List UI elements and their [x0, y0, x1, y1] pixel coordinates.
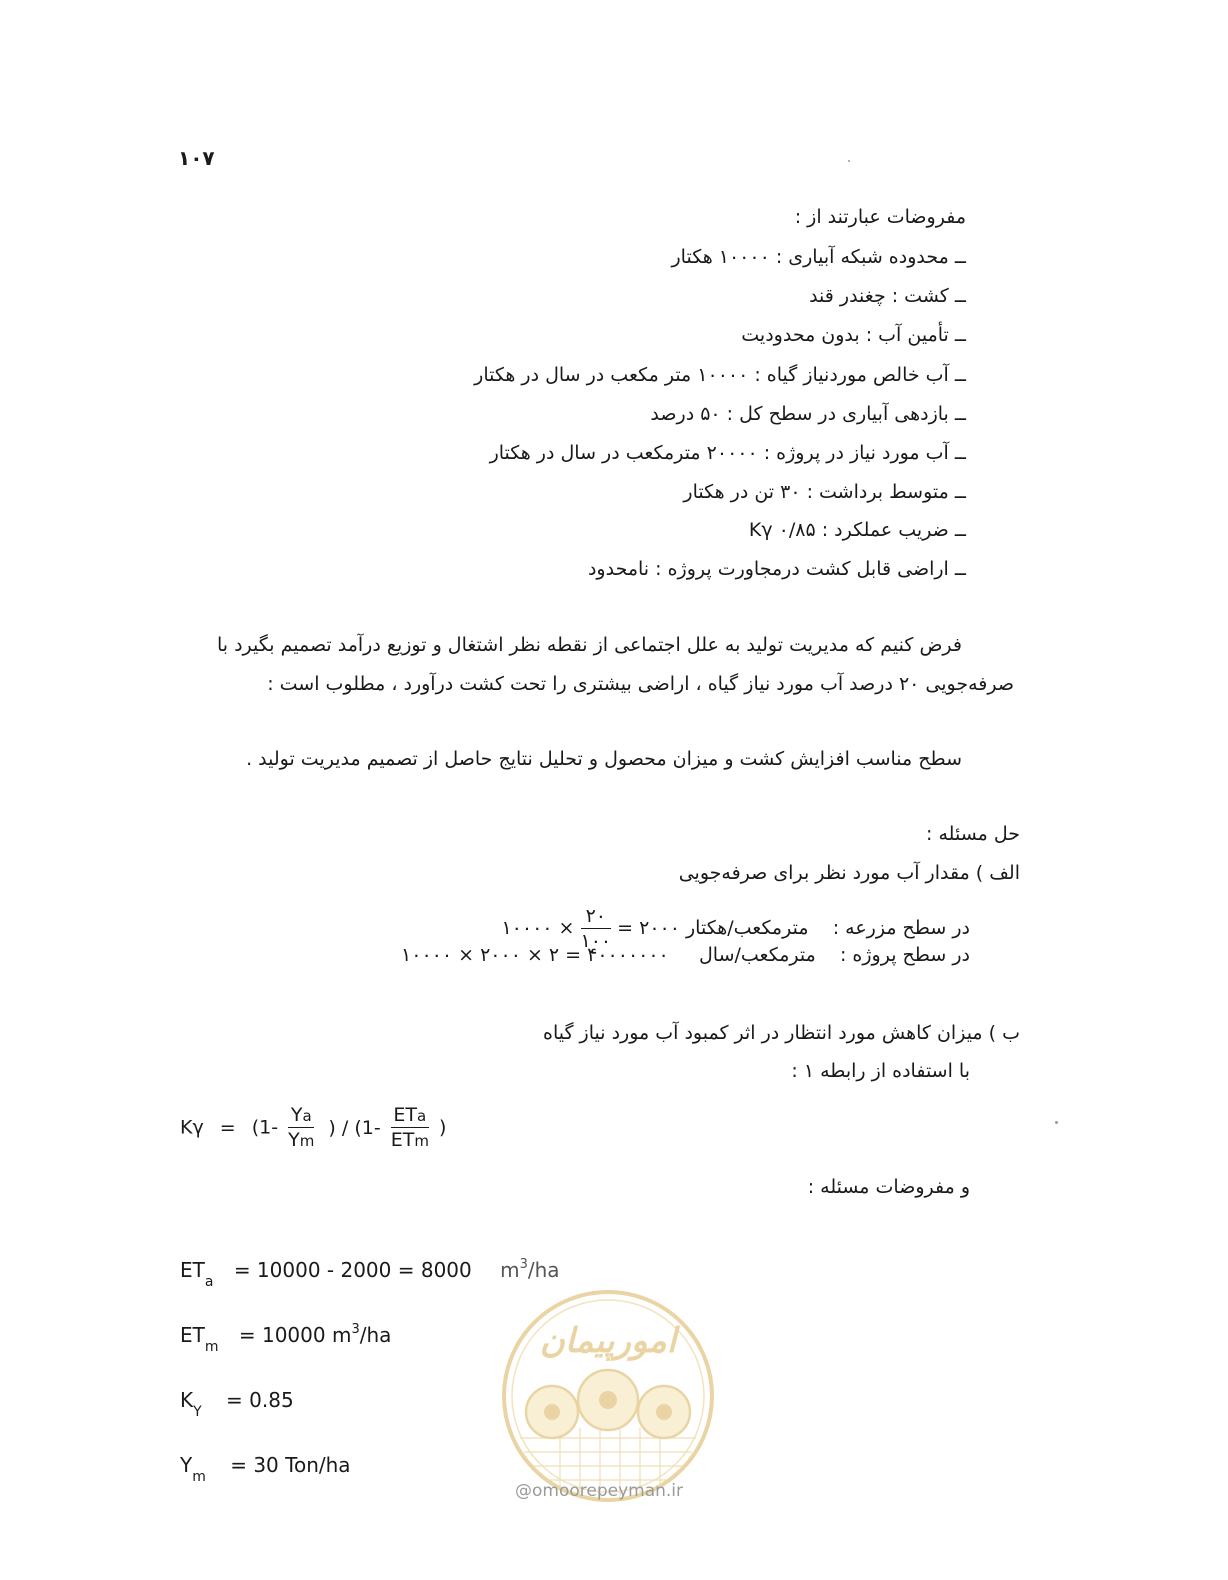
ky-formula	[180, 1104, 446, 1151]
speck	[1055, 1121, 1058, 1124]
eq-ky: $K_Y = 0.85$	[180, 1388, 294, 1420]
watermark-logo-icon	[500, 1288, 716, 1504]
assumption-line-1: فرض کنیم که مدیریت تولید به علل اجتماعی از نقطه نظر اشتغال و توزیع درآمد تصمیم بگیرد با	[216, 634, 962, 656]
solution-title: حل مسئله :	[926, 823, 1020, 845]
project-expression: ۴۰۰۰۰۰۰۰ = ۲ × ۲۰۰۰ × ۱۰۰۰۰	[401, 944, 669, 966]
watermark-site: @omoorepeyman.ir	[515, 1481, 684, 1501]
watermark-text: امورپیمان	[539, 1321, 677, 1361]
part-a-title: الف ) مقدار آب مورد نظر برای صرفه‌جویی	[678, 862, 1020, 884]
given-item: ــ کشت : چغندر قند	[809, 285, 966, 307]
farm-times: × ۱۰۰۰۰	[501, 917, 575, 939]
farm-fraction-denominator: ۱۰۰	[580, 930, 612, 952]
given-item: ــ آب خالص موردنیاز گیاه : ۱۰۰۰۰ متر مکعب در سال در هکتار	[474, 364, 966, 386]
given-item: ــ اراضی قابل کشت درمجاورت پروژه : نامحدود	[587, 558, 966, 580]
required-text: سطح مناسب افزایش کشت و میزان محصول و تحلیل نتایج حاصل از تصمیم مدیریت تولید .	[246, 748, 962, 770]
given-item: ــ بازدهی آبیاری در سطح کل : ۵۰ درصد	[650, 403, 966, 425]
page-number: ۱۰۷	[178, 146, 215, 170]
et-max: ETm	[390, 1129, 429, 1151]
et-ratio	[391, 1104, 429, 1151]
project-label: در سطح پروژه :	[839, 944, 970, 966]
given-item: ــ ضریب عملکرد : ۰/۸۵ Kγ	[748, 519, 966, 541]
part-b-subtitle: با استفاده از رابطه ۱ :	[791, 1060, 970, 1082]
given-item: ــ تأمین آب : بدون محدودیت	[741, 324, 966, 346]
et-actual: ETa	[391, 1104, 429, 1128]
yield-ratio	[288, 1104, 314, 1151]
yield-max: Ym	[288, 1129, 315, 1151]
given-item: ــ آب مورد نیاز در پروژه : ۲۰۰۰۰ مترمکعب در سال در هکتار	[489, 442, 966, 464]
given-item: ــ متوسط برداشت : ۳۰ تن در هکتار	[683, 481, 966, 503]
assumption-line-2: صرفه‌جویی ۲۰ درصد آب مورد نیاز گیاه ، اراضی بیشتری را تحت کشت درآورد ، مطلوب است :	[267, 673, 1014, 695]
eq-etm: $ET_m = 10000$ $m^3/ha$	[180, 1322, 392, 1355]
yield-actual: Ya	[288, 1104, 314, 1128]
speck	[848, 160, 850, 162]
formula-open-1: (1-	[251, 1116, 279, 1139]
formula-lhs: Kγ	[180, 1116, 204, 1139]
eq-ym: $Y_m = 30$ Ton/ha	[180, 1453, 351, 1485]
farm-label: در سطح مزرعه :	[832, 917, 970, 939]
formula-middle: ) / (1-	[328, 1116, 381, 1139]
eq-eta: $ET_a = 10000 - 2000 = 8000$ $m^3/ha$	[180, 1257, 560, 1290]
farm-fraction-numerator: ۲۰	[581, 905, 612, 929]
formula-equals: =	[219, 1116, 236, 1139]
project-level-line	[401, 944, 970, 966]
problem-givens-title: و مفروضات مسئله :	[807, 1176, 970, 1198]
farm-result: مترمکعب/هکتار ۲۰۰۰ =	[617, 917, 809, 939]
given-item: ــ محدوده شبکه آبیاری : ۱۰۰۰۰ هکتار	[671, 246, 966, 268]
project-unit: مترمکعب/سال	[698, 944, 816, 966]
givens-title: مفروضات عبارتند از :	[794, 206, 966, 228]
formula-close: )	[439, 1116, 447, 1139]
part-b-title: ب ) میزان کاهش مورد انتظار در اثر کمبود آب مورد نیاز گیاه	[543, 1022, 1020, 1044]
